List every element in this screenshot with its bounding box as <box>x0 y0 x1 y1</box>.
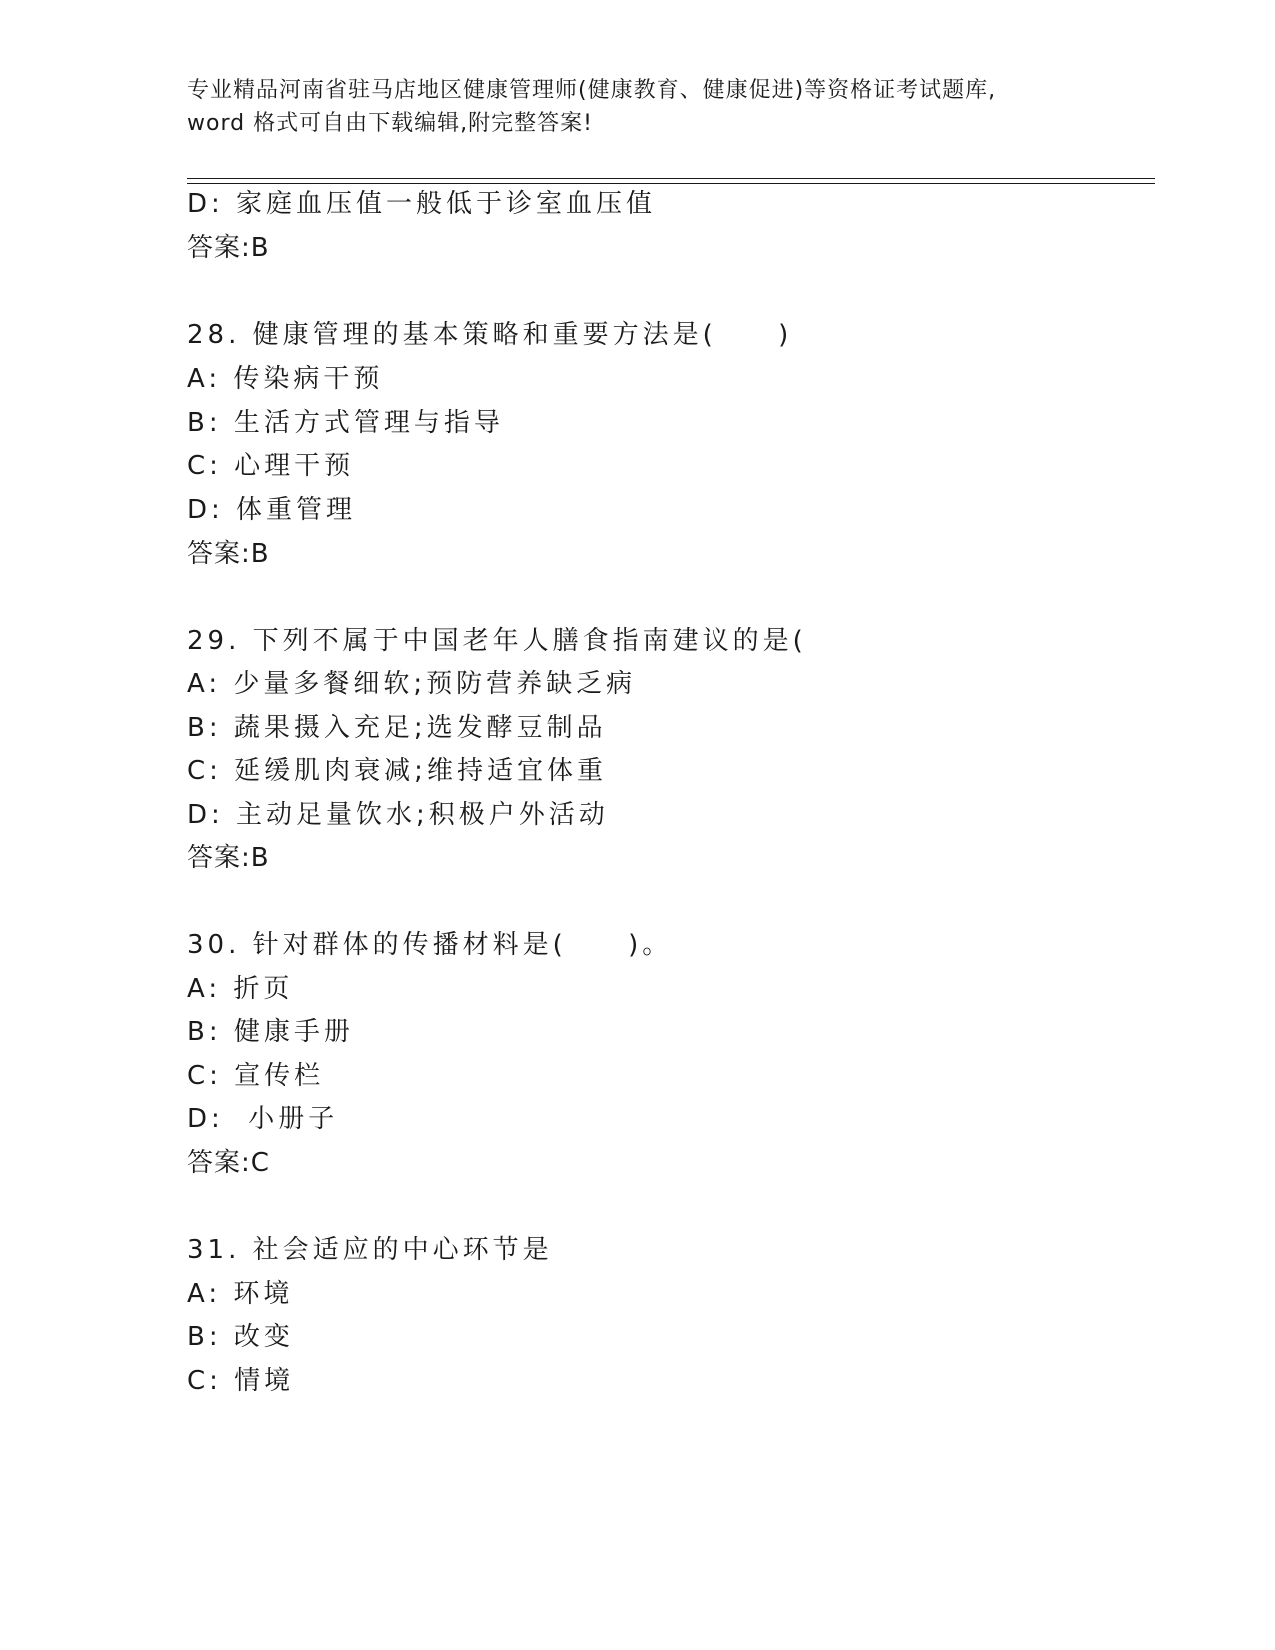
option-line: A: 少量多餐细软;预防营养缺乏病 <box>187 669 637 699</box>
option-line: D: 主动足量饮水;积极户外活动 <box>187 800 609 830</box>
answer-line: 答案:B <box>187 539 270 569</box>
answer-line: 答案:C <box>187 1148 270 1178</box>
document-header <box>187 74 1147 140</box>
header-divider-top <box>187 178 1155 179</box>
answer-line: 答案:B <box>187 843 270 873</box>
option-line: A: 传染病干预 <box>187 364 384 394</box>
option-line: B: 蔬果摄入充足;选发酵豆制品 <box>187 713 607 743</box>
option-line: D: 家庭血压值一般低于诊室血压值 <box>187 189 657 219</box>
answer-line: 答案:B <box>187 233 270 263</box>
question-line: 28. 健康管理的基本策略和重要方法是( ) <box>187 320 793 350</box>
header-line-2: word 格式可自由下载编辑,附完整答案! <box>187 111 593 136</box>
header-line-1: 专业精品河南省驻马店地区健康管理师(健康教育、健康促进)等资格证考试题库, <box>187 78 997 103</box>
header-divider-bottom <box>187 183 1155 184</box>
option-line: A: 折页 <box>187 974 294 1004</box>
option-line: B: 健康手册 <box>187 1017 354 1047</box>
option-line: C: 情境 <box>187 1366 295 1396</box>
option-line: C: 宣传栏 <box>187 1061 325 1091</box>
option-line: A: 环境 <box>187 1279 294 1309</box>
option-line: D: 小册子 <box>187 1104 339 1134</box>
option-line: B: 生活方式管理与指导 <box>187 408 504 438</box>
option-line: C: 心理干预 <box>187 451 355 481</box>
option-line: B: 改变 <box>187 1322 294 1352</box>
question-line: 31. 社会适应的中心环节是 <box>187 1235 553 1265</box>
option-line: D: 体重管理 <box>187 495 357 525</box>
option-line: C: 延缓肌肉衰减;维持适宜体重 <box>187 756 607 786</box>
question-line: 30. 针对群体的传播材料是( )。 <box>187 930 673 960</box>
question-line: 29. 下列不属于中国老年人膳食指南建议的是( <box>187 626 807 656</box>
